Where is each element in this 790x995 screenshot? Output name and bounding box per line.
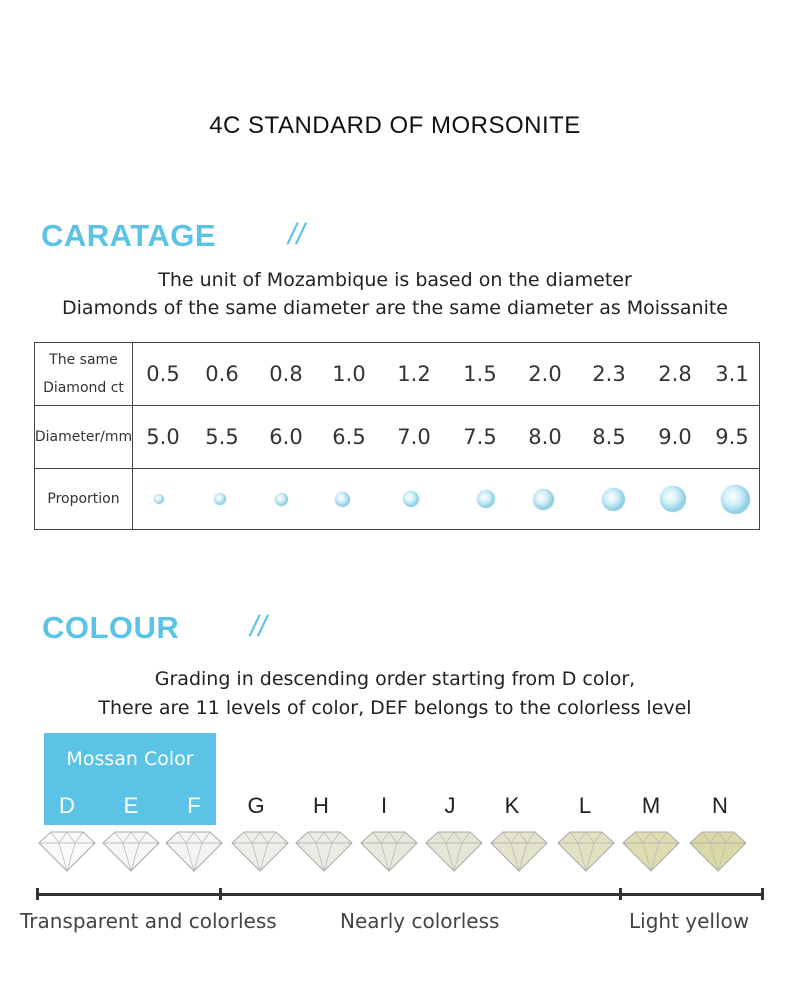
diameter-cell: 6.0	[269, 425, 303, 449]
grade-letter-n: N	[712, 793, 728, 818]
colour-heading: COLOUR	[42, 610, 180, 645]
caratage-description-line-2: Diamonds of the same diameter are the same diameter as Moissanite	[62, 297, 728, 319]
colour-slashes: //	[250, 610, 267, 643]
carat-cell: 2.8	[658, 362, 692, 386]
table-row-proportion	[35, 468, 759, 530]
scale-label-light-yellow: Light yellow	[629, 909, 750, 933]
scale-tick	[36, 888, 39, 900]
diamond-size-icon	[602, 488, 625, 511]
grade-letter-i: I	[380, 793, 388, 818]
carat-cell: 1.2	[397, 362, 431, 386]
diamond-icon	[37, 829, 97, 873]
grade-letter-d: D	[59, 793, 75, 818]
colour-description-line-1: Grading in descending order starting from D color,	[154, 668, 636, 690]
mossan-color-label: Mossan Color	[66, 748, 194, 770]
diamond-icon	[489, 829, 549, 873]
diamond-size-icon	[275, 493, 288, 506]
scale-tick	[761, 888, 764, 900]
table-row-carat	[35, 343, 759, 406]
grade-letter-m: M	[641, 793, 661, 818]
diameter-cell: 8.0	[528, 425, 562, 449]
scale-tick	[619, 888, 622, 900]
scale-label-colorless: Transparent and colorless	[20, 909, 277, 933]
diamond-size-icon	[214, 493, 226, 505]
row-header-diameter: Diameter/mm	[35, 406, 133, 468]
diamond-icon	[101, 829, 161, 873]
diamond-size-icon	[154, 494, 164, 504]
caratage-heading: CARATAGE	[41, 218, 217, 253]
diameter-cell: 5.0	[146, 425, 180, 449]
carat-cell: 1.0	[332, 362, 366, 386]
carat-cell: 0.5	[146, 362, 180, 386]
colour-scale-line	[36, 893, 764, 896]
diameter-cell: 7.5	[463, 425, 497, 449]
grade-letter-k: K	[504, 793, 520, 818]
diamond-size-icon	[660, 486, 686, 512]
diamond-icon	[424, 829, 484, 873]
row-header-carat	[35, 343, 133, 405]
carat-cell: 2.3	[592, 362, 626, 386]
diamond-icon	[230, 829, 290, 873]
table-row-diameter	[35, 406, 759, 469]
carat-cell: 2.0	[528, 362, 562, 386]
scale-label-nearly-colorless: Nearly colorless	[340, 909, 500, 933]
carat-cell: 1.5	[463, 362, 497, 386]
diamond-size-icon	[533, 489, 554, 510]
diameter-cell: 6.5	[332, 425, 366, 449]
scale-tick	[219, 888, 222, 900]
carat-cell: 0.6	[205, 362, 239, 386]
diameter-cell: 5.5	[205, 425, 239, 449]
diamond-size-icon	[477, 490, 495, 508]
caratage-description-line-1: The unit of Mozambique is based on the diameter	[158, 269, 632, 291]
page-title: 4C STANDARD OF MORSONITE	[209, 112, 581, 139]
caratage-slashes: //	[288, 218, 305, 251]
row-header-carat-line-2: Diamond ct	[43, 380, 124, 396]
diameter-cell: 7.0	[397, 425, 431, 449]
grade-letter-l: L	[578, 793, 592, 818]
carat-diameter-table	[34, 342, 760, 530]
grade-letter-e: E	[123, 793, 139, 818]
grade-letter-f: F	[187, 793, 201, 818]
diamond-icon	[294, 829, 354, 873]
row-header-carat-line-1: The same	[49, 352, 118, 368]
diameter-cell: 8.5	[592, 425, 626, 449]
grade-letter-g: G	[247, 793, 265, 818]
colour-description-line-2: There are 11 levels of color, DEF belongs to the colorless level	[98, 697, 692, 719]
diameter-cell: 9.5	[715, 425, 749, 449]
diamond-size-icon	[403, 491, 419, 507]
diameter-cell: 9.0	[658, 425, 692, 449]
carat-cell: 0.8	[269, 362, 303, 386]
row-header-proportion: Proportion	[35, 468, 133, 530]
diamond-icon	[164, 829, 224, 873]
grade-letter-j: J	[444, 793, 456, 818]
diamond-icon	[556, 829, 616, 873]
diamond-icon	[359, 829, 419, 873]
grade-letter-h: H	[313, 793, 329, 818]
carat-cell: 3.1	[715, 362, 749, 386]
diamond-icon	[688, 829, 748, 873]
diamond-size-icon	[335, 492, 350, 507]
diamond-icon	[621, 829, 681, 873]
diamond-size-icon	[721, 485, 750, 514]
